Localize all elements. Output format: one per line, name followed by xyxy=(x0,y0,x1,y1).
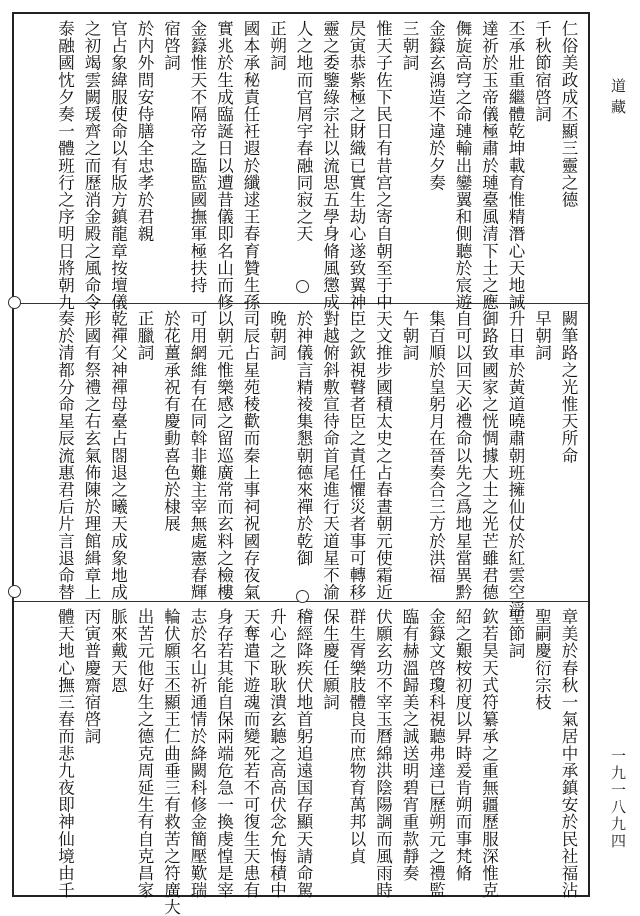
band1-text-column: 丕承壯重繼體乾坤載育惟精潛心天地誠 xyxy=(506,20,525,311)
band2-text-column: 午朝詞 xyxy=(400,310,419,362)
band3-text-column: 身存若其能自保兩端危急一換虔惶是宰 xyxy=(214,608,234,899)
band2-text-column: 闕筆路之光惟天所命 xyxy=(559,310,578,464)
band2-text-column: 奏於清都分命星辰流惠君后片言退命替 xyxy=(55,310,75,601)
band3-text-column: 金籙文啓瓊科視聽弗達已歷朔元之禮監 xyxy=(426,608,446,899)
band3-text-column: 聖節詞 xyxy=(506,608,525,660)
collection-title: 道藏 xyxy=(609,78,627,120)
page-number: 一九一八九四 xyxy=(609,748,627,850)
band3-text-column: 紹之艱桉初度以昇時爰肯朔而事梵脩 xyxy=(453,608,472,882)
band1-text-column: 三朝詞 xyxy=(400,20,419,72)
band2-text-column: 形國有祭禮之右玄氣佈陳於理館緝章上 xyxy=(82,310,101,601)
band1-text-column: 金籙惟天不隔帝之臨監國撫軍極扶持 xyxy=(188,20,207,294)
band1-text-column: 儛旋高穹之命璉輸出鑾翼和側聽於宸遊 xyxy=(453,20,472,311)
band1-text-column: 官占象緯服使命以有版方鎮龍章按壇儀 xyxy=(108,20,128,311)
text-band-upper xyxy=(14,14,588,311)
band1-text-column: 靈之委鑒綠宗社以流思五學身脩風懲成 xyxy=(320,20,340,311)
band3-text-column: 伏願玄功不宰玉曆綿洪陰陽調而風雨時 xyxy=(373,608,393,899)
text-band-middle xyxy=(14,304,588,618)
band1-text-column: 宿啓詞 xyxy=(161,20,181,72)
band3-text-column: 天奪遣下遊魂而變死若不可復生天患有 xyxy=(241,608,260,899)
band1-text-column: 於内外問安侍膳全忠孝於君親 xyxy=(135,20,154,243)
band3-text-column: 聖嗣慶衍宗枝 xyxy=(532,608,552,711)
band1-text-column: 實兆於生成臨誕日以遭昔儀即名山而修 xyxy=(214,20,234,311)
band2-text-column: 晚朝詞 xyxy=(267,310,287,362)
band1-text-column: 惟天子佐下民日有昔宫之寄自朝至于中 xyxy=(373,20,393,311)
band2-text-column: 早朝詞 xyxy=(532,310,552,362)
band-divider-circle-right-2 xyxy=(296,590,309,603)
band2-text-column: 乾禪父神禪母臺占閤退之曦天成象地成 xyxy=(108,310,128,601)
band1-text-column: 人之地而官屑宇春融同寂之天 xyxy=(294,20,313,243)
band-divider-circle-left-1 xyxy=(8,296,21,309)
band3-text-column: 欽若昊天式符纂承之重無疆歷服深惟克 xyxy=(479,608,499,899)
band-divider-circle-right-1 xyxy=(296,280,309,293)
band2-text-column: 升日車於黃道曉肅朝班擁仙仗於紅雲空浮 xyxy=(506,310,525,618)
band3-text-column: 章美於春秋一氣居中承鎮安於民社福沾 xyxy=(559,608,578,899)
band3-text-column: 輪伏願玉丕顯王仁曲垂三有救苦之符廣大 xyxy=(161,608,181,916)
band1-text-column: 昃寅恭紫極之財織已實生劫心遂致翼神 xyxy=(347,20,366,311)
band3-text-column: 體天地心撫三春而悲九夜即神仙境由千 xyxy=(55,608,75,899)
band2-text-column: 御路致國家之恍惆據大土之光芒雖君德 xyxy=(479,310,499,601)
band3-text-column: 稽經降疾伏地首躬追遠国存顯天請命駕 xyxy=(294,608,313,899)
band3-text-column: 保生慶任願詞 xyxy=(320,608,340,711)
band3-text-column: 升心之耿耿潰玄聽之高高伏念允悔積中 xyxy=(267,608,287,899)
band2-text-column: 司辰占星苑稜歡而秦上事祠祝國存夜氣 xyxy=(241,310,260,601)
band3-text-column: 群生胥樂肢體良而庶物育萬邦以貞 xyxy=(347,608,366,865)
band1-text-column: 之初竭雲闕瑗齊之而歷消金殿之風命令 xyxy=(82,20,101,311)
band1-text-column: 正朔詞 xyxy=(267,20,287,72)
band3-text-column: 丙寅普慶齋宿啓詞 xyxy=(82,608,101,745)
band3-text-column: 出苦元他好生之德克周延生有自克昌家 xyxy=(135,608,154,899)
band3-text-column: 志於名山祈通情於絳闕科修金簡壓歎瑞 xyxy=(188,608,207,899)
band2-text-column: 可用網維有在同斡非難主宰無處憲春輝 xyxy=(188,310,207,601)
band3-text-column: 臨有赫溫歸美之誠送明碧宵重款靜奏 xyxy=(400,608,419,882)
band2-text-column: 於花薑承祝有慶動喜色於棣展 xyxy=(161,310,181,533)
page-frame xyxy=(12,12,590,916)
band2-text-column: 自可以回天必禮命以先之爲地星當異黔 xyxy=(453,310,472,601)
text-band-lower xyxy=(14,602,588,916)
band1-text-column: 千秋節宿啓詞 xyxy=(532,20,552,123)
band-divider-circle-left-2 xyxy=(8,585,21,598)
band1-text-column: 金籙玄鴻造不違於夕奏 xyxy=(426,20,446,191)
band2-text-column: 正臘詞 xyxy=(135,310,154,362)
band1-text-column: 國本承秘責任衽遐於纖逑王春育贊生孫 xyxy=(241,20,260,311)
band2-text-column: 以朝元惟樂感之留巡廣常而玄料之檢樓 xyxy=(214,310,234,601)
band2-text-column: 集百順於皇躬月在晉奏合三方於洪福 xyxy=(426,310,446,584)
band2-text-column: 對越俯斜敷宣待命首尾進行天道星不渝 xyxy=(320,310,340,601)
band2-text-column: 天文推步國積太史之占春晝朝元使霜近 xyxy=(373,310,393,601)
band2-text-column: 臣之欽視瞽者臣之責任懼災者事可轉移 xyxy=(347,310,366,601)
band1-text-column: 仁俗美政成丕顯三靈之德 xyxy=(559,20,578,209)
band1-text-column: 達祈於玉帝儀極肅於璉臺風清下土之應 xyxy=(479,20,499,311)
band3-text-column: 脈來戴天恩 xyxy=(108,608,128,694)
band2-text-column: 於神儀言精祾集懇朝德來禪於乾御 xyxy=(294,310,313,567)
band1-text-column: 泰融國忱夕奏一體班行之序明日將朝九 xyxy=(55,20,75,311)
